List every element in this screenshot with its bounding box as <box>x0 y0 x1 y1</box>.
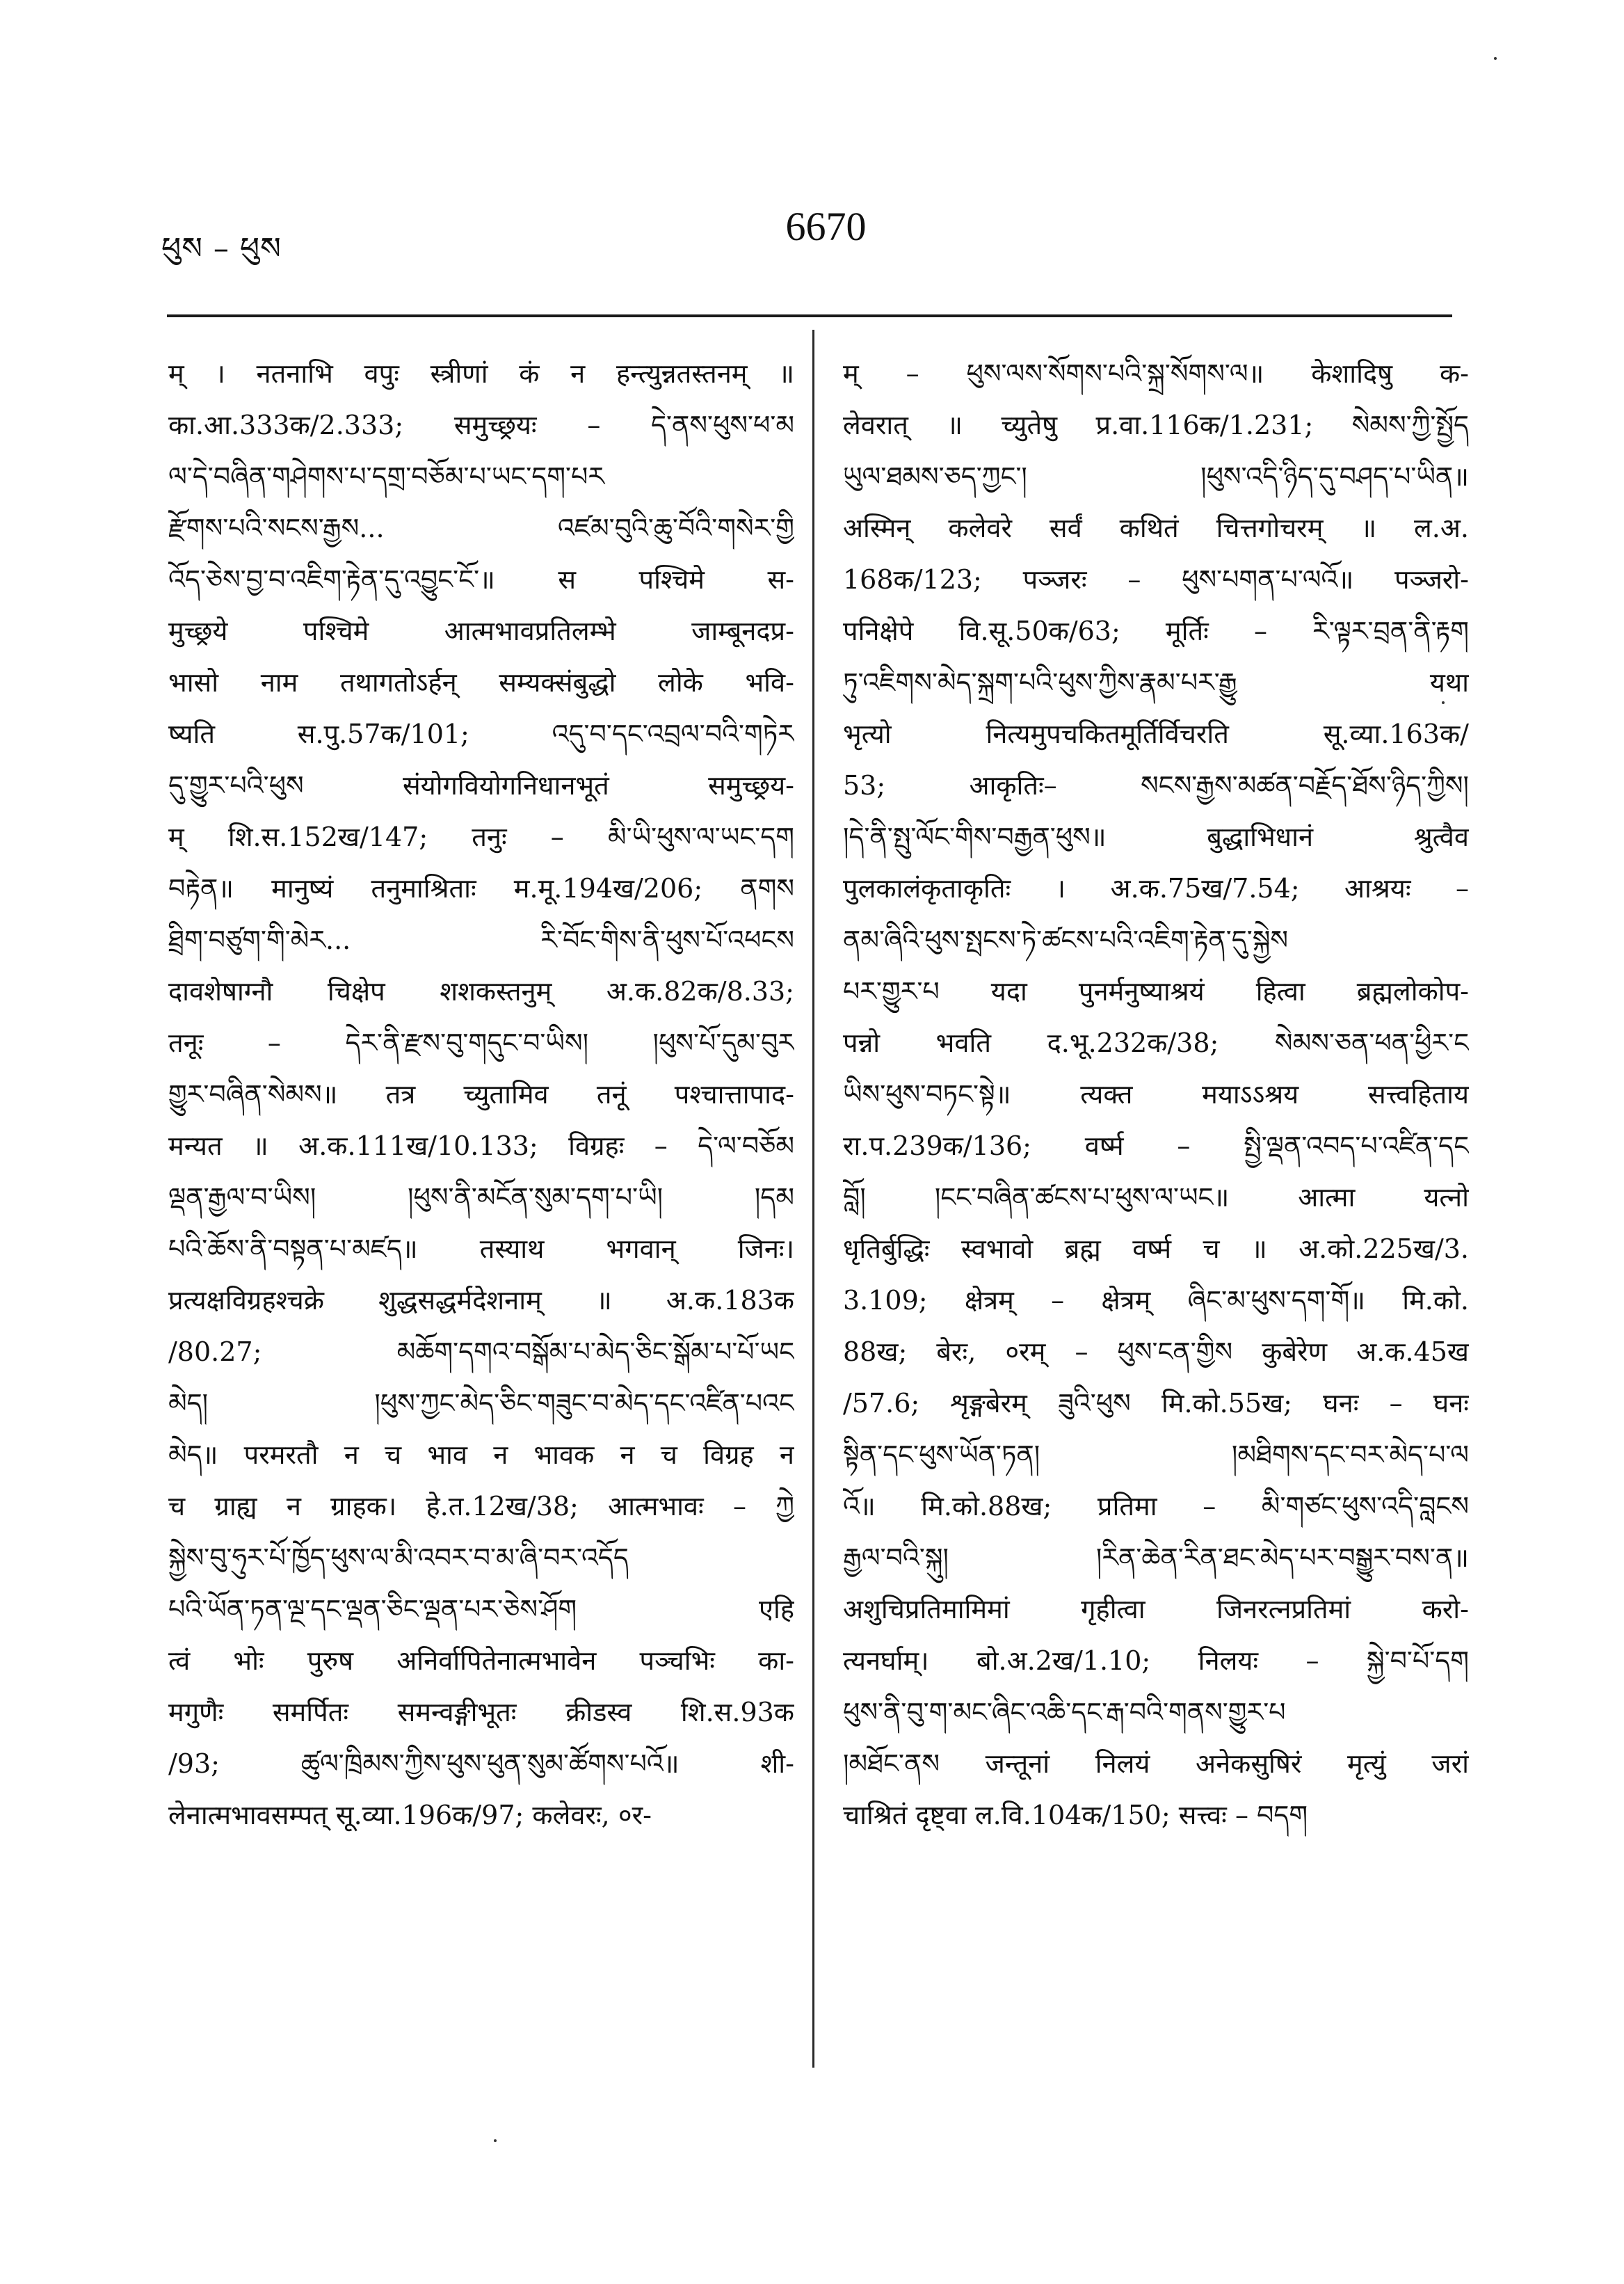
text-line: चाश्रितं दृष्ट्वा ल.वि.104क/150; सत्त्वः – བདག <box>843 1800 1308 1830</box>
text-line: च ग्राह्य न ग्राहक। हे.त.12ख/38; आत्मभावः – ཀྱེ <box>168 1491 794 1522</box>
speck-mark <box>494 2139 497 2142</box>
text-line: लेनात्मभावसम्पत् सू.व्या.196क/97; कलेवरः, ०र- <box>168 1800 652 1830</box>
text-line: ནམ་ཞིའི་ཕུས་སྤངས་ཏེ་ཚངས་པའི་འཇིག་རྟེན་དུ་སྐྱེས <box>843 925 1289 955</box>
text-line: འོད་ཅེས་བྱ་བ་འཇིག་རྟེན་དུ་འབྱུང་ངོ་॥ स पश्चिमे स- <box>168 564 794 595</box>
text-line: ཕུས་ནི་བུ་ག་མང་ཞིང་འཆི་དང་རྒ་བའི་གནས་གྱུར་པ <box>843 1697 1286 1727</box>
text-line: लेवरात् ॥ च्युतेषु प्र.वा.116क/1.231; སེམས་ཀྱི་སྤྱོད <box>843 410 1469 440</box>
text-line: म् – ཕུས་ལས་སོགས་པའི་སྐྲ་སོགས་ལ॥ केशादिषु क- <box>843 358 1469 389</box>
text-line: ཏུ་འཇིགས་མེད་སྐྲག་པའི་ཕུས་ཀྱིས་རྣམ་པར་རྒྱུ यथा <box>843 667 1469 698</box>
text-line: 88ख; बेरः, ०रम् – ཕུས་ངན་གྱིས कुबेरेण अ.क.45ख <box>843 1336 1469 1367</box>
text-line: अशुचिप्रतिमामिमां गृहीत्वा जिनरत्नप्रतिमां करो- <box>843 1594 1469 1624</box>
text-line: རྒྱལ་བའི་སྐུ། །རིན་ཆེན་རིན་ཐང་མེད་པར་བསྒྱུར་བས་ན॥ <box>843 1542 1469 1573</box>
text-line: अस्मिन् कलेवरे सर्वं कथितं चित्तगोचरम् ॥ ल.अ. <box>843 513 1469 543</box>
text-line: पुलकालंकृताकृतिः । अ.क.75ख/7.54; आश्रयः – <box>843 873 1469 904</box>
running-headword: ཕུས – ཕུས <box>161 231 282 266</box>
speck-mark <box>1494 57 1497 60</box>
text-line: དུ་གྱུར་པའི་ཕུས संयोगवियोगनिधानभूतं समुच्छ्रय- <box>168 770 794 801</box>
text-line: तनूः – དེར་ནི་རྫས་བུ་གདུང་བ་ཡིས། །ཕུས་པོ་དུམ་བུར <box>168 1028 794 1058</box>
text-line: पनिक्षेपे वि.सू.50क/63; मूर्तिः – རི་ལྟར་བྲན་ནི་རྟག <box>843 616 1469 646</box>
text-line: /80.27; མཆོག་དགའ་བསྒོམ་པ་མེད་ཅིང་སྒོམ་པ་པོ་ཡང <box>168 1336 794 1367</box>
text-line: /57.6; शृङ्गबेरम् ཟུའི་ཕུས मि.को.55ख; घनः – घनः <box>843 1388 1469 1419</box>
text-line: པའི་ཆོས་ནི་བསྟན་པ་མཛད॥ तस्याथ भगवान् जिनः। <box>168 1233 794 1264</box>
text-line: གྱུར་བཞིན་སེམས॥ तत्र च्युतामिव तनूं पश्चात्तापाद- <box>168 1079 794 1110</box>
text-line: ལྡན་རྒྱལ་བ་ཡིས། །ཕུས་ནི་མངོན་སུམ་དག་པ་ཡི། །དམ <box>168 1182 794 1213</box>
page-number: 6670 <box>785 204 867 249</box>
text-line: भासो नाम तथागतोऽर्हन् सम्यक्संबुद्धो लोके भवि- <box>168 667 794 698</box>
text-line: པའི་ཡོན་ཏན་ལྔ་དང་ལྡན་ཅིང་ལྡན་པར་ཅེས་ཤོག एहि <box>168 1594 794 1624</box>
text-line: म् । नतनाभि वपुः स्त्रीणां कं न हन्त्युन्नतस्तनम् ॥ <box>168 358 794 389</box>
text-line: མེད། །ཕུས་ཀྱང་མེད་ཅིང་གཟུང་བ་མེད་དང་འཛིན་པའང <box>168 1388 794 1419</box>
text-line: བློ། །ངང་བཞིན་ཚངས་པ་ཕུས་ལ་ཡང॥ आत्मा यत्नो <box>843 1182 1469 1213</box>
text-line: 168क/123; पञ्जरः – ཕུས་པགན་པ་ལའོ॥ पञ्जरो- <box>843 564 1469 595</box>
text-line: ष्यति स.पु.57क/101; འདུ་བ་དང་འབྲལ་བའི་གཏེར <box>168 719 794 749</box>
text-line: 3.109; क्षेत्रम् – क्षेत्रम् ཞིང་མ་ཕུས་དག་གོ॥ मि.को. <box>843 1285 1469 1316</box>
text-line: །མཐོང་ནས जन्तूनां निलयं अनेकसुषिरं मृत्युं जरां <box>843 1748 1469 1779</box>
text-line: རྫོགས་པའི་སངས་རྒྱས... འཛམ་བུའི་ཆུ་བོའི་གསེར་གྱི <box>168 513 794 543</box>
text-line: रा.प.239क/136; वर्ष्म – སྤྱི་ལྡན་འབད་པ་འཛིན་དང <box>843 1131 1469 1161</box>
text-line: །དེ་ནི་སྤུ་ལོང་གིས་བརྒྱན་ཕུས॥ बुद्धाभिधानं श्रुत्वैव <box>843 822 1469 852</box>
text-line: धृतिर्बुद्धिः स्वभावो ब्रह्म वर्ष्म च ॥ अ.को.225ख/3. <box>843 1233 1469 1264</box>
header-rule <box>167 314 1452 317</box>
text-line: त्यनर्घाम्। बो.अ.2ख/1.10; निलयः – སྐྱེ་བ་པོ་དག <box>843 1645 1469 1676</box>
text-line: मगुणैः समर्पितः समन्वङ्गीभूतः क्रीडस्व शि.स.93क <box>168 1697 794 1727</box>
text-line: འོ॥ मि.को.88ख; प्रतिमा – མི་གཙང་ཕུས་འདི་བླངས <box>843 1491 1469 1522</box>
text-line: /93; ཚུལ་ཁྲིམས་ཀྱིས་ཕུས་ཕུན་སུམ་ཚོགས་པའོ॥ शी- <box>168 1748 794 1779</box>
text-line: 53; आकृतिः– སངས་རྒྱས་མཚན་བརྗོད་ཐོས་ཉིད་ཀྱིས། <box>843 770 1469 801</box>
text-line: ཡིས་ཕུས་བཏང་སྟེ॥ त्यक्त मयाऽऽश्रय सत्त्वहिताय <box>843 1079 1469 1110</box>
text-line: भृत्यो नित्यमुपचकितमूर्तिर्विचरति सू.व्या.163क/ <box>843 719 1469 749</box>
right-column <box>843 348 1469 2073</box>
text-line: སྐྱེས་བུ་ཧུར་པོ་ཁྱོད་ཕུས་ལ་མི་འབར་བ་མ་ཞི་བར་འདོད <box>168 1542 629 1573</box>
speck-mark <box>1442 701 1445 704</box>
text-line: मन्यत ॥ अ.क.111ख/10.133; विग्रहः – དེ་ལ་བཅོམ <box>168 1131 794 1161</box>
text-line: मुच्छ्रये पश्चिमे आत्मभावप्रतिलम्भे जाम्बूनदप्र- <box>168 616 794 646</box>
text-line: ཐྲིག་བཙུག་གི་མེར... རི་བོང་གིས་ནི་ཕུས་པོ་འཕངས <box>168 925 794 955</box>
text-line: का.आ.333क/2.333; समुच्छ्रयः – དེ་ནས་ཕུས་ཕ་མ <box>168 410 794 440</box>
text-line: पन्नो भवति द.भू.232क/38; སེམས་ཅན་ཕན་ཕྱིར་ང <box>843 1028 1469 1058</box>
text-line: त्वं भोः पुरुष अनिर्वापितेनात्मभावेन पञ्चभिः का- <box>168 1645 794 1676</box>
text-line: པར་གྱུར་པ यदा पुनर्मनुष्याश्रयं हित्वा ब्रह्मलोकोप- <box>843 976 1469 1007</box>
left-column <box>168 348 794 2073</box>
column-divider <box>812 330 814 2068</box>
text-line: ལ་དེ་བཞིན་གཤེགས་པ་དགྲ་བཅོམ་པ་ཡང་དག་པར <box>168 461 605 492</box>
text-line: प्रत्यक्षविग्रहश्चक्रे शुद्धसद्धर्मदेशनाम् ॥ अ.क.183क <box>168 1285 794 1316</box>
text-line: སྟིན་དང་ཕུས་ཡོན་ཏན། །མཐིགས་དང་བར་མེད་པ་ལ <box>843 1439 1469 1470</box>
text-line: བརྟེན॥ मानुष्यं तनुमाश्रिताः म.मू.194ख/206; ནགས <box>168 873 794 904</box>
text-line: म् शि.स.152ख/147; तनुः – མི་ཡི་ཕུས་ལ་ཡང་དག <box>168 822 794 852</box>
text-line: ཡུལ་ཐམས་ཅད་ཀྱང་། །ཕུས་འདི་ཉིད་དུ་བཤད་པ་ཡིན॥ <box>843 461 1469 492</box>
text-line: མེད॥ परमरतौ न च भाव न भावक न च विग्रह न <box>168 1439 794 1470</box>
text-line: दावशेषाग्नौ चिक्षेप शशकस्तनुम् अ.क.82क/8.33; <box>168 976 794 1007</box>
